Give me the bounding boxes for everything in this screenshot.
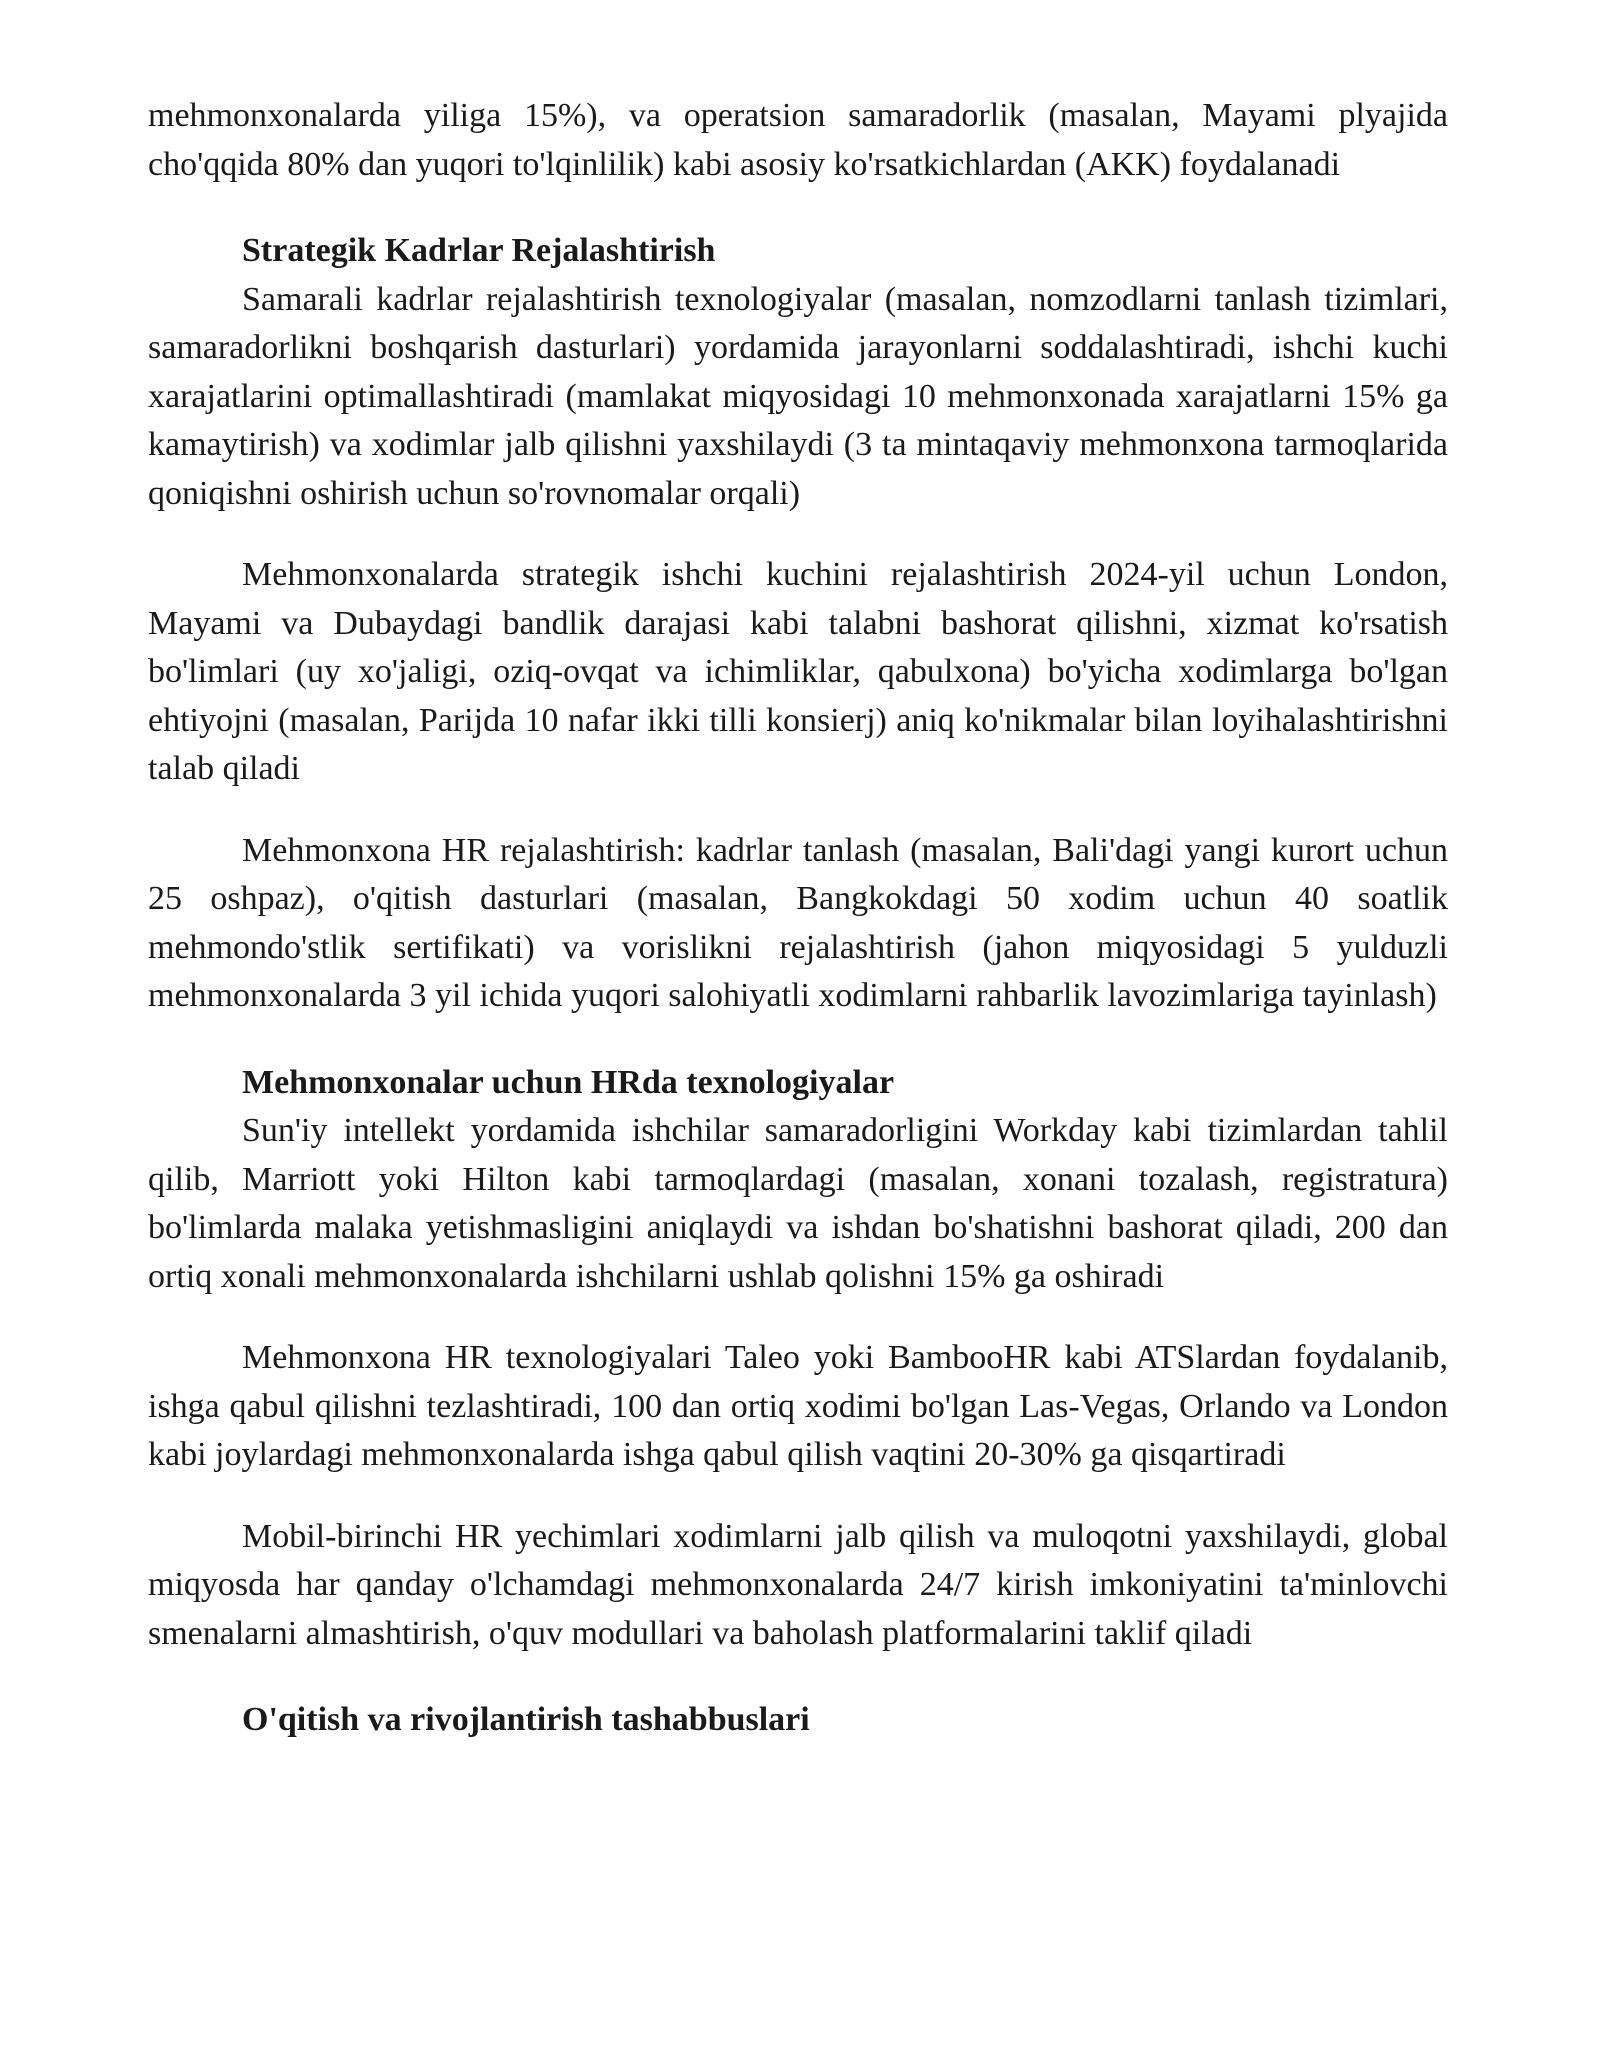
paragraph-mobile-first-hr: Mobil-birinchi HR yechimlari xodimlarni jalb qilish va muloqotni yaxshilaydi, global miqyosda har qanday o'lchamdagi mehmonxonalarda 24/7 kirish imkoniyatini ta'minlovchi smenalarni almashtirish, o'quv modullari va baholash platformalarini taklif qiladi	[148, 1517, 1448, 1652]
section-heading-strategic-staff-planning: Strategik Kadrlar Rejalashtirish	[242, 232, 716, 269]
paragraph-ats-technologies: Mehmonxona HR texnologiyalari Taleo yoki BambooHR kabi ATSlardan foydalanib, ishga qabul qilishni tezlashtiradi, 100 dan ortiq xodimi bo'lgan Las-Vegas, Orlando va London kabi joylardagi mehmonxonalarda ishga qabul qilish vaqtini 20-30% ga qisqartiradi	[148, 1339, 1448, 1473]
paragraph-workforce-planning: Mehmonxonalarda strategik ishchi kuchini rejalashtirish 2024-yil uchun London, Mayami va Dubaydagi bandlik darajasi kabi talabni bashorat qilishni, xizmat ko'rsatish bo'limlari (uy xo'jaligi, oziq-ovqat va ichimliklar, qabulxona) bo'yicha xodimlarga bo'lgan ehtiyojni (masalan, Parijda 10 nafar ikki tilli konsierj) aniq ko'nikmalar bilan loyihalashtirishni talab qiladi	[148, 556, 1448, 787]
section-heading-hr-technologies: Mehmonxonalar uchun HRda texnologiyalar	[242, 1063, 895, 1101]
paragraph-effective-staff-planning: Samarali kadrlar rejalashtirish texnologiyalar (masalan, nomzodlarni tanlash tizimlari, samaradorlikni boshqarish dasturlari) yordamida jarayonlarni soddalashtiradi, ishchi kuchi xarajatlarini optimallashtiradi (mamlakat miqyosidagi 10 mehmonxonada xarajatlarni 15% ga kamaytirish) va xodimlar jalb qilishni yaxshilaydi (3 ta mintaqaviy mehmonxona tarmoqlarida qoniqishni oshirish uchun so'rovnomalar orqali)	[148, 280, 1448, 512]
document-page	[148, 92, 1448, 1745]
section-heading-training-initiatives: O'qitish va rivojlantirish tashabbuslari	[242, 1701, 810, 1738]
paragraph-ai-analytics: Sun'iy intellekt yordamida ishchilar samaradorligini Workday kabi tizimlardan tahlil qilib, Marriott yoki Hilton kabi tarmoqlardagi (masalan, xonani tozalash, registratura) bo'limlarda malaka yetishmasligini aniqlaydi va ishdan bo'shatishni bashorat qiladi, 200 dan ortiq xonali mehmonxonalarda ishchilarni ushlab qolishni 15% ga oshiradi	[148, 1112, 1448, 1295]
paragraph-intro-continuation: mehmonxonalarda yiliga 15%), va operatsion samaradorlik (masalan, Mayami plyajida cho'qqida 80% dan yuqori to'lqinlilik) kabi asosiy ko'rsatkichlardan (AKK) foydalanadi	[148, 97, 1448, 183]
paragraph-hotel-hr-planning: Mehmonxona HR rejalashtirish: kadrlar tanlash (masalan, Bali'dagi yangi kurort uchun 25 oshpaz), o'qitish dasturlari (masalan, Bangkokdagi 50 xodim uchun 40 soatlik mehmondo'stlik sertifikati) va vorislikni rejalashtirish (jahon miqyosidagi 5 yulduzli mehmonxonalarda 3 yil ichida yuqori salohiyatli xodimlarni rahbarlik lavozimlariga tayinlash)	[148, 831, 1448, 1014]
